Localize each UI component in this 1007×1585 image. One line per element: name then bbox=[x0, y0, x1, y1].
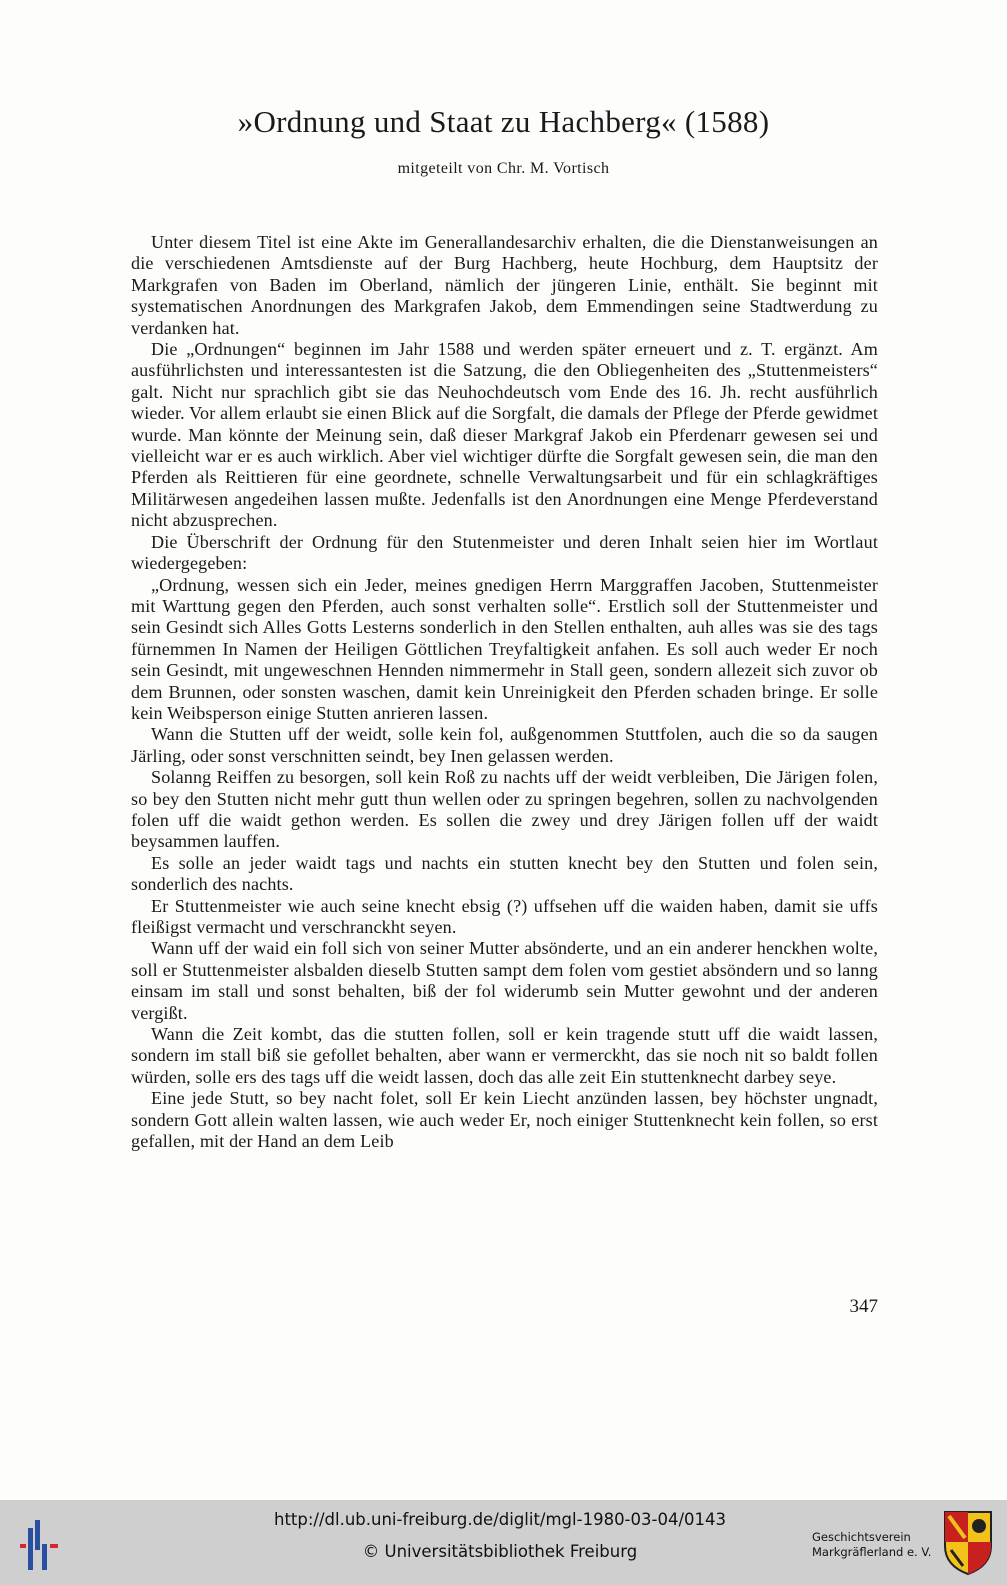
source-url-link[interactable]: http://dl.ub.uni-freiburg.de/diglit/mgl-1980-03-04/0143 bbox=[273, 1510, 727, 1529]
society-name-line: Geschichtsverein bbox=[812, 1530, 911, 1544]
article-body bbox=[131, 232, 878, 1152]
paragraph: Eine jede Stutt, so bey nacht folet, soll Er kein Liecht anzünden lassen, bey höchster ungnadt, sondern Gott allein walten lassen, wie auch weder Er, noch einiger Stuttenknecht kein follen, so erst gefallen, mit der Hand an dem Leib bbox=[131, 1088, 878, 1152]
page-number: 347 bbox=[849, 1296, 878, 1317]
society-name-line: Markgräflerland e. V. bbox=[812, 1545, 932, 1559]
paragraph: „Ordnung, wessen sich ein Jeder, meines gnedigen Herrn Marggraffen Jacoben, Stuttenmeister mit Warttung gegen den Pferden, auch sonst verhalten solle“. Erstlich soll der Stuttenmeister und sein Gesindt sich Alles Gotts Lesterns sonderlich in den Stellen enthalten, auh alles was sie des tags fürnemmen In Namen der Heiligen Göttlichen Treyfaltigkeit anfahen. Es soll auch weder Er noch sein Gesindt, mit ungeweschnen Hennden nimmermehr in Stall geen, sondern allezeit sich zuvor ob dem Brunnen, oder sonsten waschen, damit kein Unreinigkeit den Pferden schaden bringe. Er solle kein Weibsperson einige Stutten anrieren lassen. bbox=[131, 574, 878, 723]
paragraph: Es solle an jeder waidt tags und nachts ein stutten knecht bey den Stutten und folen sein, sonderlich des nachts. bbox=[131, 852, 878, 895]
paragraph: Er Stuttenmeister wie auch seine knecht ebsig (?) uffsehen uff die waiden haben, damit sie uffs fleißigst vermacht und verschranckht seyen. bbox=[131, 895, 878, 937]
article-title: »Ordnung und Staat zu Hachberg« (1588) bbox=[237, 104, 770, 139]
footer-bar bbox=[0, 1500, 1007, 1585]
ub-freiburg-logo-icon[interactable] bbox=[14, 1514, 64, 1572]
copyright-text: © Universitätsbibliothek Freiburg bbox=[362, 1542, 638, 1561]
coat-of-arms-icon bbox=[943, 1510, 993, 1576]
paragraph: Wann die Stutten uff der weidt, solle kein fol, außgenommen Stuttfolen, auch die so da saugen Järling, oder sonst verschnitten seindt, bey Inen gelassen werden. bbox=[131, 724, 878, 766]
paragraph: Die Überschrift der Ordnung für den Stutenmeister und deren Inhalt seien hier im Wortlaut wiedergegeben: bbox=[131, 531, 878, 574]
paragraph: Solanng Reiffen zu besorgen, soll kein Roß zu nachts uff der weidt verbleiben, Die Järigen folen, so bey den Stutten nicht mehr gutt thun wellen oder zu springen begehren, sollen zu nachvolgenden folen uff die waidt gethon werden. Es sollen die zwey und drey Järigen follen uff der waidt beysammen lauffen. bbox=[131, 767, 878, 852]
article-author: mitgeteilt von Chr. M. Vortisch bbox=[397, 160, 610, 177]
paragraph: Wann uff der waid ein foll sich von seiner Mutter absönderte, und an ein anderer henckhen wolte, soll er Stuttenmeister alsbalden dieselb Stutten sampt dem folen vom gestiet absöndern und so lanng einsam im stall und sonst behalten, biß der fol widerumb sein Mutter gewohnt und der anderen vergißt. bbox=[131, 938, 878, 1023]
paragraph: Die „Ordnungen“ beginnen im Jahr 1588 und werden später erneuert und z. T. ergänzt. Am ausführlichsten und interessantesten ist die Satzung, die den Obliegenheiten des „Stuttenmeisters“ galt. Nicht nur sprachlich gibt sie das Neuhochdeutsch vom Ende des 16. Jh. recht ausführlich wieder. Vor allem erlaubt sie einen Blick auf die Sorgfalt, die damals der Pflege der Pferde gewidmet wurde. Man könnte der Meinung sein, daß dieser Markgraf Jakob ein Pferdenarr gewesen sei und vielleicht war er es auch wirklich. Aber viel wichtiger dürfte die Sorgfalt gewesen sein, die man den Pferden als Reittieren für eine geordnete, schnelle Verwaltungsarbeit und für ein schlagkräftiges Militärwesen angedeihen lassen mußte. Jedenfalls ist den Anordnungen eine Menge Pferdeverstand nicht abzusprechen. bbox=[131, 339, 878, 531]
society-name bbox=[812, 1530, 942, 1560]
paragraph: Wann die Zeit kombt, das die stutten follen, soll er kein tragende stutt uff die waidt lassen, sondern im stall biß sie gefollet behalten, aber wann er vermerckht, das sie noch nit so baldt follen würden, solle ers des tags uff die weidt lassen, doch das alle zeit Ein stuttenknecht darbey seye. bbox=[131, 1024, 878, 1087]
paragraph: Unter diesem Titel ist eine Akte im Generallandesarchiv erhalten, die die Dienstanweisungen an die verschiedenen Amtsdienste auf der Burg Hachberg, heute Hochburg, dem Hauptsitz der Markgrafen von Baden im Oberland, nämlich der jüngeren Linie, enthält. Sie beginnt mit systematischen Anordnungen des Markgrafen Jakob, dem Emmendingen seine Stadtwerdung zu verdanken hat. bbox=[131, 232, 878, 338]
